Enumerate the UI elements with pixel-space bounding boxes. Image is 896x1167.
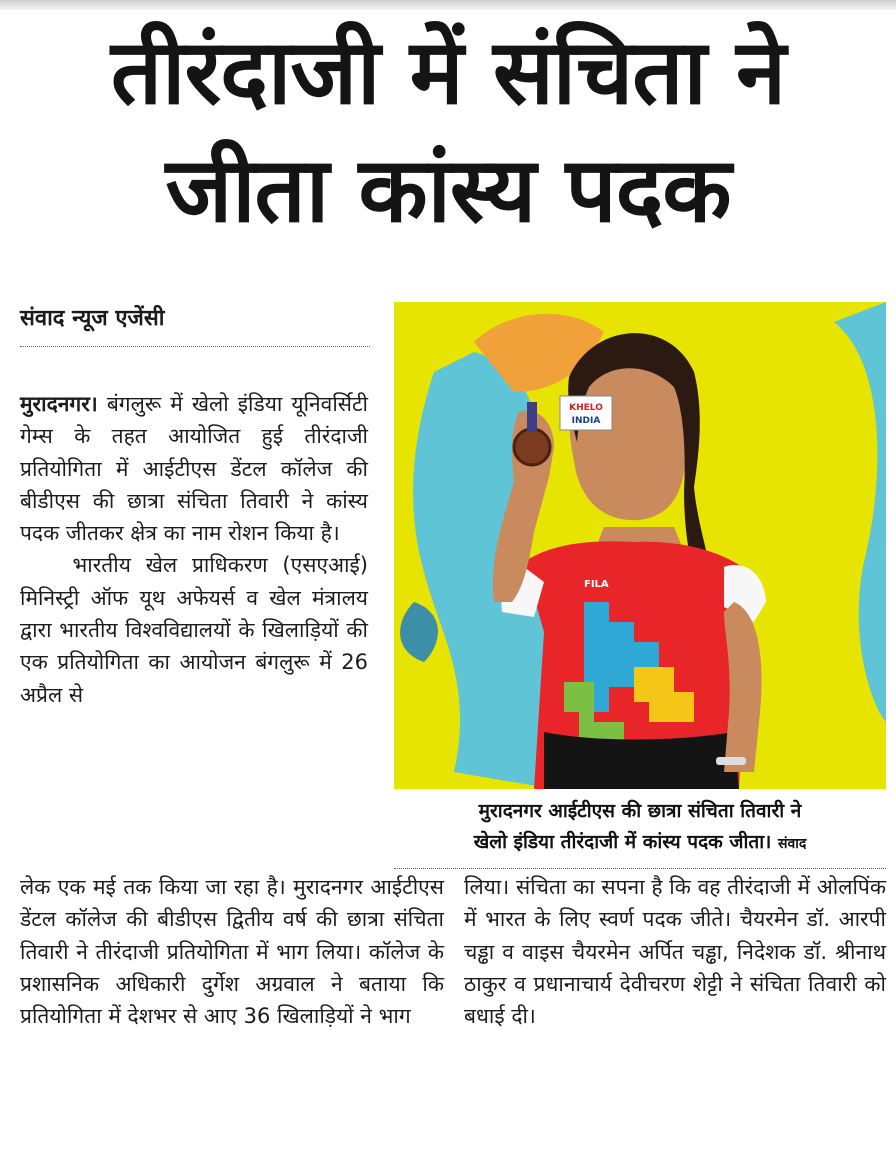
headline (0, 14, 896, 250)
dateline: मुरादनगर। (20, 392, 98, 416)
agency-byline: संवाद न्यूज एजेंसी (20, 302, 370, 347)
headline-line-1: तीरंदाजी में संचिता ने (110, 20, 786, 125)
photo-caption (394, 796, 886, 860)
wristwatch (716, 757, 746, 765)
bronze-medal (514, 429, 550, 465)
headline-line-2: जीता कांस्य पदक (165, 138, 731, 243)
caption-line-1: मुरादनगर आईटीएस की छात्रा संचिता तिवारी ने (478, 800, 802, 822)
medal-ribbon (527, 402, 537, 432)
paragraph-3: लिया। संचिता का सपना है कि वह तीरंदाजी में ओलपिंक में भारत के लिए स्वर्ण पदक जीते। चैयरमेन डॉ. आरपी चड्ढा व वाइस चैयरमेन अर्पित चड्ढा, निदेशक डॉ. श्रीनाथ ठाकुर व प्रधानाचार्य देवीचरण शेट्टी ने संचिता तिवारी को बधाई दी। (464, 875, 886, 1029)
caption-line-2 (394, 827, 886, 860)
caption-line-2-text: खेलो इंडिया तीरंदाजी में कांस्य पदक जीता। (473, 831, 772, 853)
caption-credit: संवाद (777, 836, 807, 852)
photo-illustration (394, 302, 886, 789)
body-column-left-upper (20, 388, 368, 711)
person-trousers (544, 732, 739, 789)
body-column-right (464, 871, 886, 1032)
paragraph-2-lower: लेक एक मई तक किया जा रहा है। मुरादनगर आईटीएस डेंटल कॉलेज की बीडीएस द्वितीय वर्ष की छात्रा संचिता तिवारी ने तीरंदाजी प्रतियोगिता में भाग लिया। कॉलेज के प्रशासनिक अधिकारी दुर्गेश अग्रवाल ने बताया कि प्रतियोगिता में देशभर से आए 36 खिलाड़ियों ने भाग (20, 875, 444, 1029)
jersey-logo: FILA (584, 579, 609, 590)
paragraph-1-text: बंगलुरू में खेलो इंडिया यूनिवर्सिटी गेम्स के तहत आयोजित हुई तीरंदाजी प्रतियोगिता में आईटीएस डेंटल कॉलेज की बीडीएस की छात्रा संचिता तिवारी ने कांस्य पदक जीतकर क्षेत्र का नाम रोशन किया है। (20, 392, 368, 546)
news-photo (394, 302, 886, 789)
caption-divider (394, 868, 886, 869)
paragraph-1 (20, 388, 368, 549)
paragraph-2-upper: भारतीय खेल प्राधिकरण (एसएआई) मिनिस्ट्री ऑफ यूथ अफेयर्स व खेल मंत्रालय द्वारा भारतीय विश्वविद्यालयों के खिलाड़ियों की एक प्रतियोगिता का आयोजन बंगलुरू में 26 अप्रैल से (20, 553, 368, 707)
badge-line-1: KHELO (569, 403, 603, 413)
body-column-left-lower (20, 871, 444, 1032)
top-strip (0, 0, 896, 10)
badge-line-2: INDIA (571, 416, 601, 426)
